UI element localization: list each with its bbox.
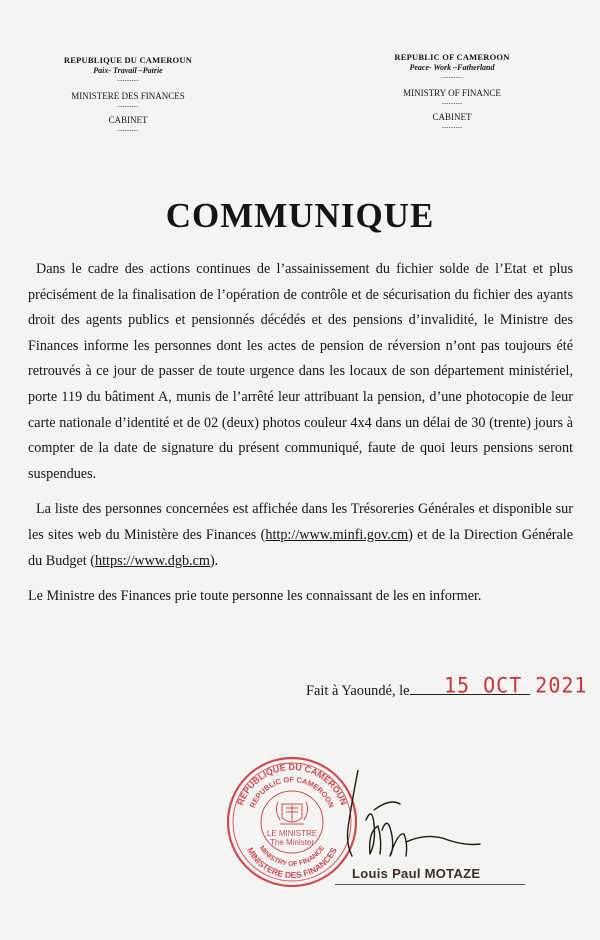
minfi-website-link[interactable]: http://www.minfi.gov.cm xyxy=(265,526,409,543)
dgb-website-link[interactable]: https://www.dgb.cm xyxy=(95,552,210,569)
seal-text-outer-top: REPUBLIQUE DU CAMEROUN xyxy=(235,761,349,807)
header-motto-en: Peace- Work –Fatherland xyxy=(409,62,495,72)
paragraph-3: Le Ministre des Finances prie toute personne les connaissant de les en informer. xyxy=(28,588,482,605)
header-english xyxy=(352,52,552,130)
seal-center-fr: LE MINISTRE xyxy=(266,829,318,838)
paragraph-2 xyxy=(28,497,573,574)
page-title: COMMUNIQUE xyxy=(165,196,435,235)
seal-text-inner-bottom: MINISTRY OF FINANCE xyxy=(257,844,327,869)
date-stamp: 15 OCT 2021 xyxy=(444,672,588,698)
header-ministry-en: MINISTRY OF FINANCE xyxy=(403,87,501,98)
header-dots: ............ xyxy=(117,100,139,109)
paragraph-2-text-b: ) et de la Direction Générale du Budget ( xyxy=(28,526,574,569)
seal-text-outer-bottom: MINISTERE DES FINANCES xyxy=(245,845,339,881)
header-dots: ............ xyxy=(441,97,463,106)
header-french xyxy=(28,55,228,133)
communique-body xyxy=(28,257,573,620)
header-dots: ............ xyxy=(441,122,463,131)
signature-line xyxy=(335,884,525,885)
signer-name: Louis Paul MOTAZE xyxy=(352,866,481,881)
header-dots: ............ xyxy=(441,71,463,80)
paragraph-2-text-c: ). xyxy=(209,552,219,569)
paragraph-1: Dans le cadre des actions continues de l’assainissement du fichier solde de l’Etat et plus précisément de la finalisation de l’opération de contrôle et de sécurisation du fichier des ayants droit des agents publics et pensionnés décédés et des pensions d’invalidité, le Ministre des Finances informe les personnes dont les actes de pension de réversion n’ont pas toujours été retrouvés à ce jour de passer de toute urgence dans les locaux de son département ministériel, porte 119 du bâtiment A, munis de l’arrêté leur attribuant la pension, d’une photocopie de leur carte nationale d’identité et de 02 (deux) photos couleur 4x4 dans un délai de 30 (trente) jours à compter de la date de signature du présent communiqué, faute de quoi leurs pensions seront suspendues. xyxy=(28,261,573,482)
header-motto-fr: Paix- Travail –Patrie xyxy=(93,65,163,75)
header-cabinet-fr: CABINET xyxy=(108,114,148,125)
header-country-en: REPUBLIC OF CAMEROON xyxy=(394,52,510,62)
place-date-label: Fait à Yaoundé, le xyxy=(306,683,410,699)
seal-center-en: The Minister xyxy=(269,838,315,847)
header-country-fr: REPUBLIQUE DU CAMEROUN xyxy=(63,55,193,65)
header-cabinet-en: CABINET xyxy=(432,111,472,122)
header-dots: ............ xyxy=(117,74,139,83)
header-dots: ............ xyxy=(117,125,139,134)
paragraph-2-text-a: La liste des personnes concernées est affichée dans les Trésoreries Générales et disponible sur les sites web du Ministère des Finances ( xyxy=(28,501,573,543)
seal-text-inner-top: REPUBLIC OF CAMEROON xyxy=(247,774,337,810)
coat-of-arms-icon xyxy=(276,802,307,824)
header-ministry-fr: MINISTERE DES FINANCES xyxy=(71,90,185,101)
